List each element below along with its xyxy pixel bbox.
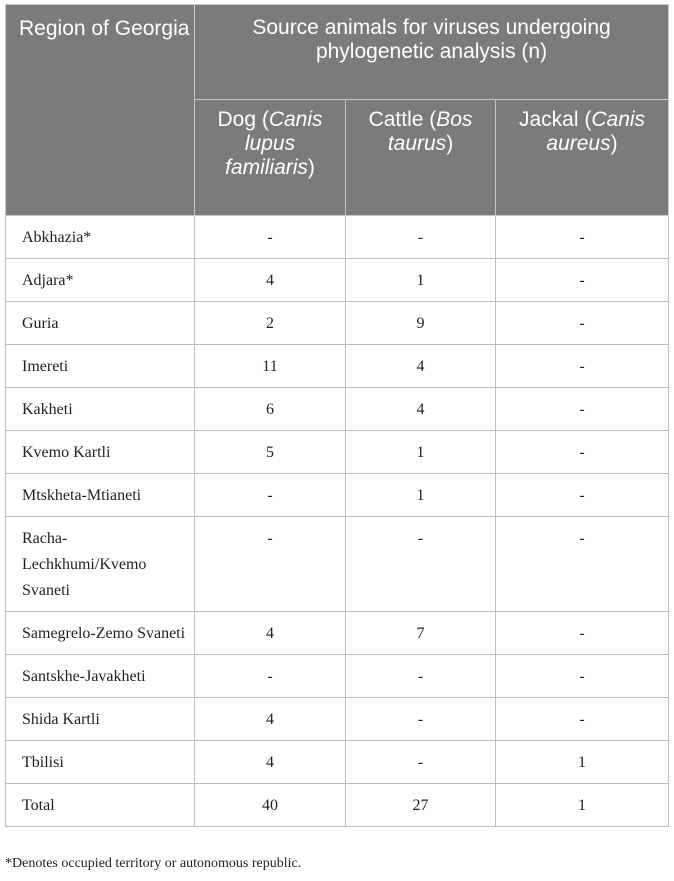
- table-row: [6, 431, 669, 474]
- cell-jackal: -: [496, 388, 669, 431]
- table-row: [6, 388, 669, 431]
- table-row-total: [6, 784, 669, 827]
- cattle-open-paren: (: [423, 107, 437, 131]
- cell-dog: 5: [195, 431, 346, 474]
- cell-dog: 4: [195, 741, 346, 784]
- table-body: [6, 216, 669, 827]
- cell-dog: 6: [195, 388, 346, 431]
- cell-jackal: -: [496, 216, 669, 259]
- cell-region: Santskhe-Javakheti: [6, 655, 195, 698]
- cell-region: Total: [6, 784, 195, 827]
- table-row: [6, 216, 669, 259]
- cell-cattle: 1: [346, 431, 496, 474]
- cell-cattle: 1: [346, 474, 496, 517]
- cell-dog: 4: [195, 698, 346, 741]
- cattle-common-name: Cattle: [368, 107, 424, 131]
- table-row: [6, 612, 669, 655]
- cattle-close-paren: ): [446, 131, 454, 155]
- cell-jackal: -: [496, 431, 669, 474]
- table-row: [6, 517, 669, 612]
- cell-dog: -: [195, 655, 346, 698]
- cell-dog: -: [195, 474, 346, 517]
- dog-close-paren: ): [307, 155, 315, 179]
- dog-open-paren: (: [256, 107, 269, 131]
- cell-region: Samegrelo-Zemo Svaneti: [6, 612, 195, 655]
- dog-common-name: Dog: [217, 107, 256, 131]
- header-jackal: [496, 99, 669, 215]
- cell-region: Imereti: [6, 345, 195, 388]
- table-row: [6, 698, 669, 741]
- cell-cattle: 1: [346, 259, 496, 302]
- cell-region: Racha-Lechkhumi/Kvemo Svaneti: [6, 517, 195, 612]
- cell-region: Abkhazia*: [6, 216, 195, 259]
- table-row: [6, 741, 669, 784]
- cell-jackal: -: [496, 259, 669, 302]
- table-row: [6, 345, 669, 388]
- table-footnote: *Denotes occupied territory or autonomous republic.: [5, 856, 302, 871]
- header-region: Region of Georgia: [6, 5, 195, 216]
- cell-dog: 11: [195, 345, 346, 388]
- cell-jackal: -: [496, 302, 669, 345]
- header-cattle: [346, 99, 496, 215]
- cell-jackal: 1: [496, 784, 669, 827]
- cell-region: Guria: [6, 302, 195, 345]
- jackal-common-name: Jackal: [518, 107, 579, 131]
- cell-cattle: 4: [346, 345, 496, 388]
- cattle-latin-name: Bos taurus: [387, 107, 473, 155]
- cell-dog: 40: [195, 784, 346, 827]
- data-table-container: [5, 4, 668, 827]
- cell-jackal: -: [496, 517, 669, 612]
- jackal-latin-name: Canis aureus: [546, 107, 646, 155]
- jackal-open-paren: (: [578, 107, 592, 131]
- cell-dog: -: [195, 517, 346, 612]
- cell-region: Tbilisi: [6, 741, 195, 784]
- cell-region: Mtskheta-Mtianeti: [6, 474, 195, 517]
- cell-cattle: -: [346, 655, 496, 698]
- cell-jackal: -: [496, 345, 669, 388]
- table-row: [6, 474, 669, 517]
- cell-dog: 4: [195, 612, 346, 655]
- cell-cattle: -: [346, 216, 496, 259]
- cell-jackal: 1: [496, 741, 669, 784]
- cell-dog: 4: [195, 259, 346, 302]
- cell-dog: 2: [195, 302, 346, 345]
- header-source-animals: Source animals for viruses undergoing phylogenetic analysis (n): [195, 5, 669, 100]
- table-row: [6, 302, 669, 345]
- cell-cattle: 7: [346, 612, 496, 655]
- cell-region: Shida Kartli: [6, 698, 195, 741]
- table-row: [6, 655, 669, 698]
- cell-region: Kakheti: [6, 388, 195, 431]
- cell-jackal: -: [496, 612, 669, 655]
- cell-dog: -: [195, 216, 346, 259]
- dog-latin-name: Canis lupus familiaris: [225, 107, 323, 179]
- cell-cattle: -: [346, 741, 496, 784]
- cell-jackal: -: [496, 698, 669, 741]
- virus-source-table: [5, 4, 669, 827]
- cell-cattle: -: [346, 517, 496, 612]
- table-row: [6, 259, 669, 302]
- cell-jackal: -: [496, 474, 669, 517]
- cell-cattle: 27: [346, 784, 496, 827]
- cell-cattle: 9: [346, 302, 496, 345]
- cell-region: Kvemo Kartli: [6, 431, 195, 474]
- table-header: [6, 5, 669, 216]
- cell-region: Adjara*: [6, 259, 195, 302]
- cell-jackal: -: [496, 655, 669, 698]
- header-dog: [195, 99, 346, 215]
- cell-cattle: -: [346, 698, 496, 741]
- cell-cattle: 4: [346, 388, 496, 431]
- jackal-close-paren: ): [610, 131, 618, 155]
